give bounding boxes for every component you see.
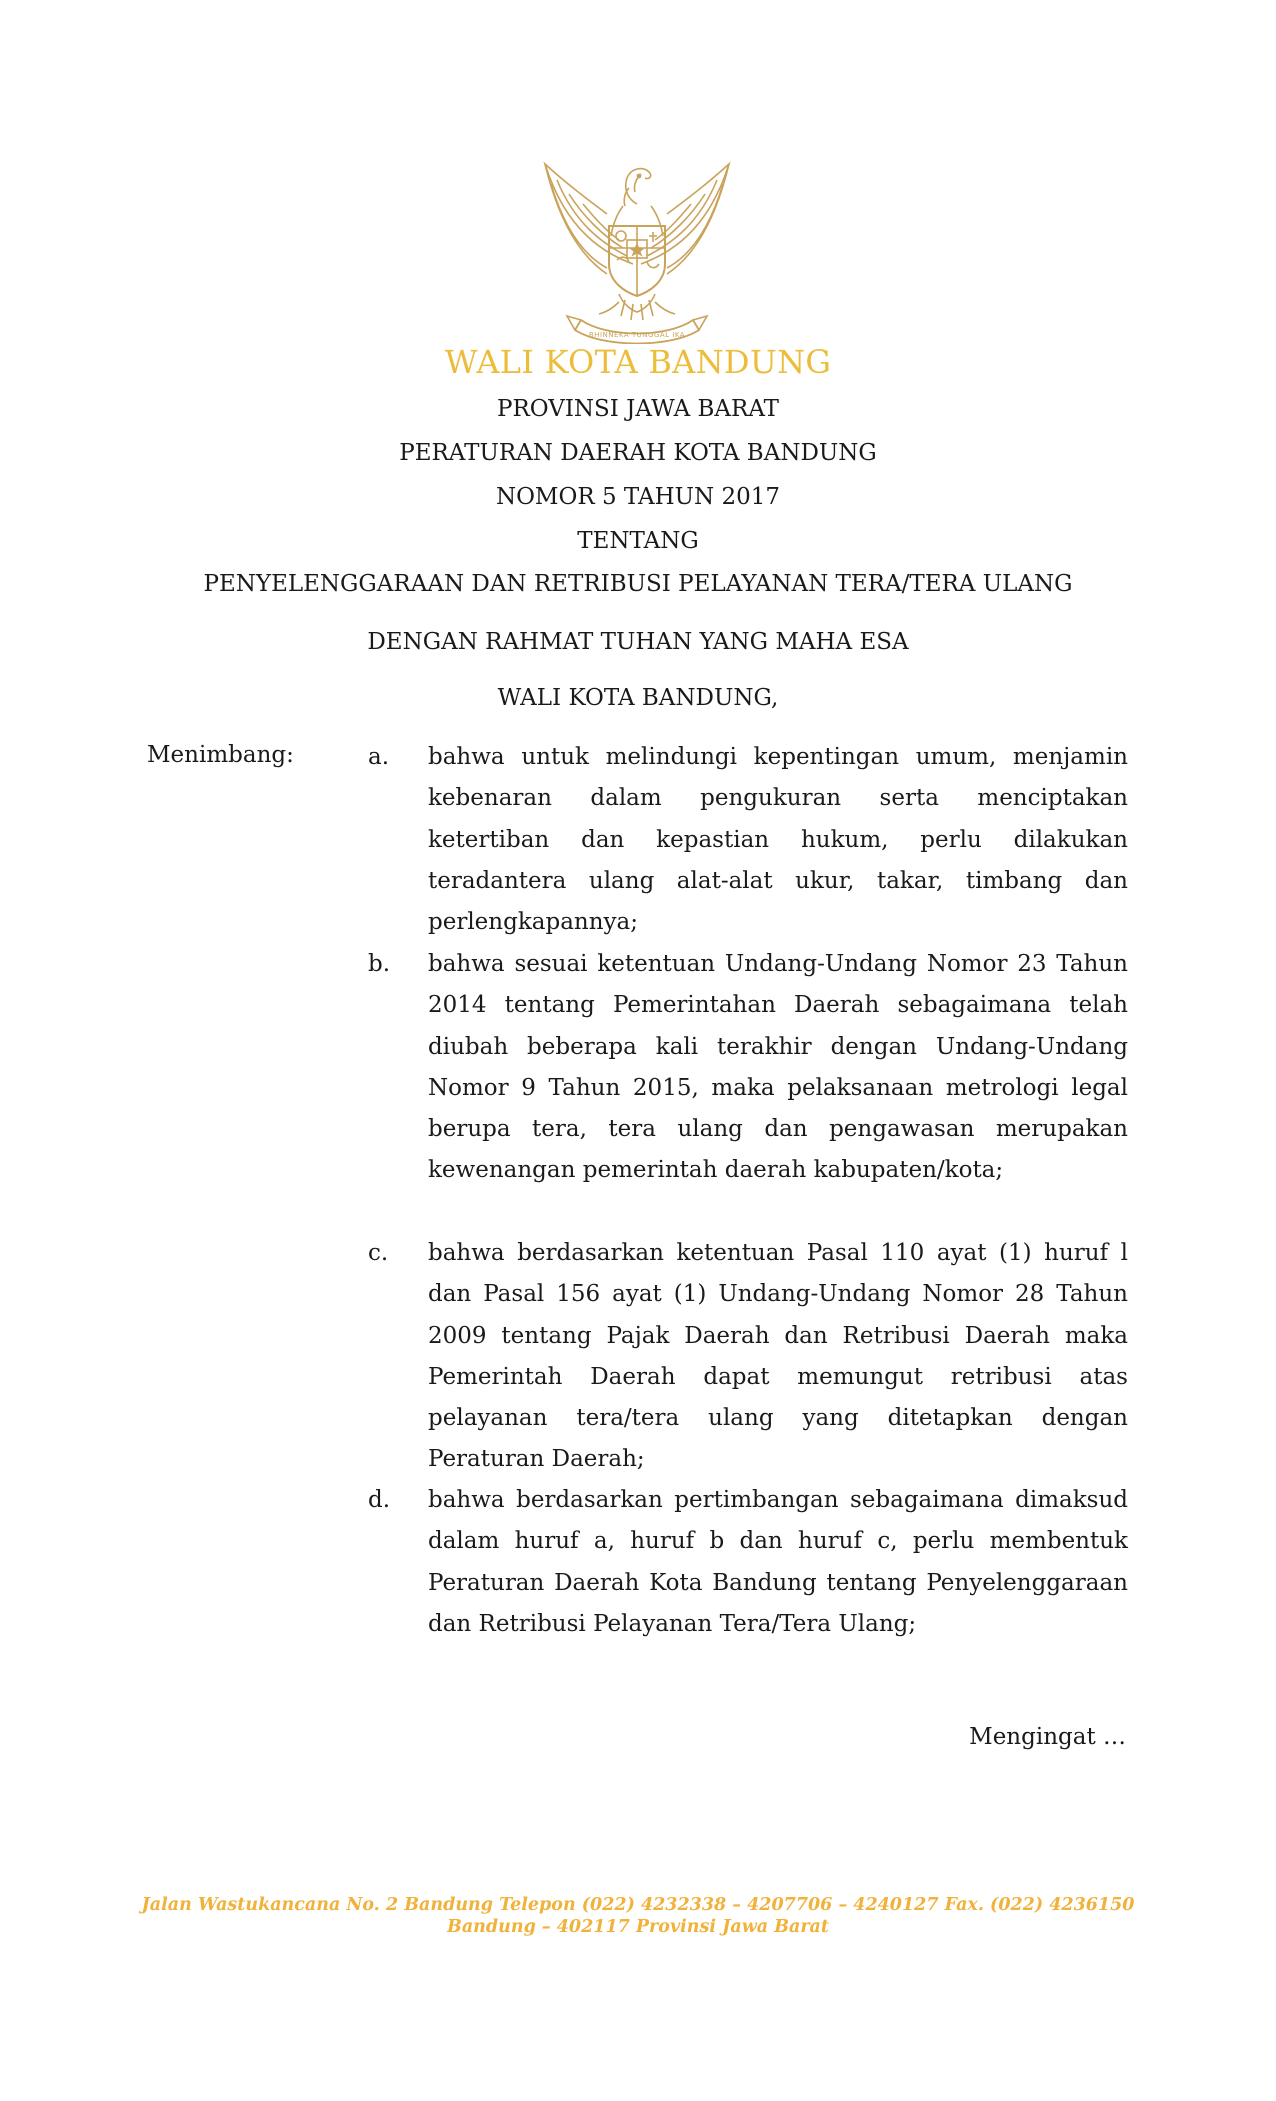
garuda-emblem-icon (536, 144, 738, 344)
clause-text: bahwa untuk melindungi kepentingan umum, menjamin kebenaran dalam pengukuran serta menciptakan ketertiban dan kepastian hukum, perlu dilakukan teradantera ulang alat-alat ukur, takar, timbang dan perlengkapannya; (428, 744, 1128, 936)
clause-text: bahwa berdasarkan ketentuan Pasal 110 ayat (1) huruf l dan Pasal 156 ayat (1) Undang-Undang Nomor 28 Tahun 2009 tentang Pajak Daerah dan Retribusi Daerah maka Pemerintah Daerah dapat memungut retribusi atas pelayanan tera/tera ulang yang ditetapkan dengan Peraturan Daerah; (428, 1240, 1128, 1473)
footer-line-2: Bandung – 402117 Provinsi Jawa Barat (447, 1917, 829, 1937)
clause-letter: b. (368, 951, 391, 977)
considering-clause-a (368, 737, 1128, 943)
considering-clause-b (368, 944, 1128, 1192)
considering-label: Menimbang: (147, 742, 294, 768)
invocation-line: DENGAN RAHMAT TUHAN YANG MAHA ESA (367, 629, 909, 655)
clause-text: bahwa berdasarkan pertimbangan sebagaimana dimaksud dalam huruf a, huruf b dan huruf c, perlu membentuk Peraturan Daerah Kota Bandung tentang Penyelenggaraan dan Retribusi Pelayanan Tera/Tera Ulang; (428, 1487, 1128, 1637)
regulation-number: NOMOR 5 TAHUN 2017 (495, 484, 781, 510)
about-heading: TENTANG (577, 528, 699, 554)
footer-line-1: Jalan Wastukancana No. 2 Bandung Telepon (022) 4232338 – 4207706 – 4240127 Fax. (022) 4236150 (141, 1895, 1135, 1915)
authority-line: WALI KOTA BANDUNG, (497, 685, 779, 711)
svg-text:BHINNEKA TUNGGAL IKA: BHINNEKA TUNGGAL IKA (588, 331, 686, 339)
footer-address (0, 1894, 1276, 1938)
province-heading: PROVINSI JAWA BARAT (496, 396, 780, 422)
clause-letter: a. (368, 744, 390, 770)
clause-text: bahwa sesuai ketentuan Undang-Undang Nomor 23 Tahun 2014 tentang Pemerintahan Daerah sebagaimana telah diubah beberapa kali terakhir dengan Undang-Undang Nomor 9 Tahun 2015, maka pelaksanaan metrologi legal berupa tera, tera ulang dan pengawasan merupakan kewenangan pemerintah daerah kabupaten/kota; (428, 951, 1128, 1184)
page-title: WALI KOTA BANDUNG (444, 343, 832, 381)
regulation-subject: PENYELENGGARAAN DAN RETRIBUSI PELAYANAN TERA/TERA ULANG (203, 571, 1073, 597)
considering-clause-c (368, 1233, 1128, 1481)
considering-clause-d (368, 1480, 1128, 1645)
clause-letter: c. (368, 1240, 389, 1266)
next-page-catchword: Mengingat … (969, 1724, 1126, 1750)
clause-letter: d. (368, 1487, 391, 1513)
regulation-heading: PERATURAN DAERAH KOTA BANDUNG (399, 440, 877, 466)
